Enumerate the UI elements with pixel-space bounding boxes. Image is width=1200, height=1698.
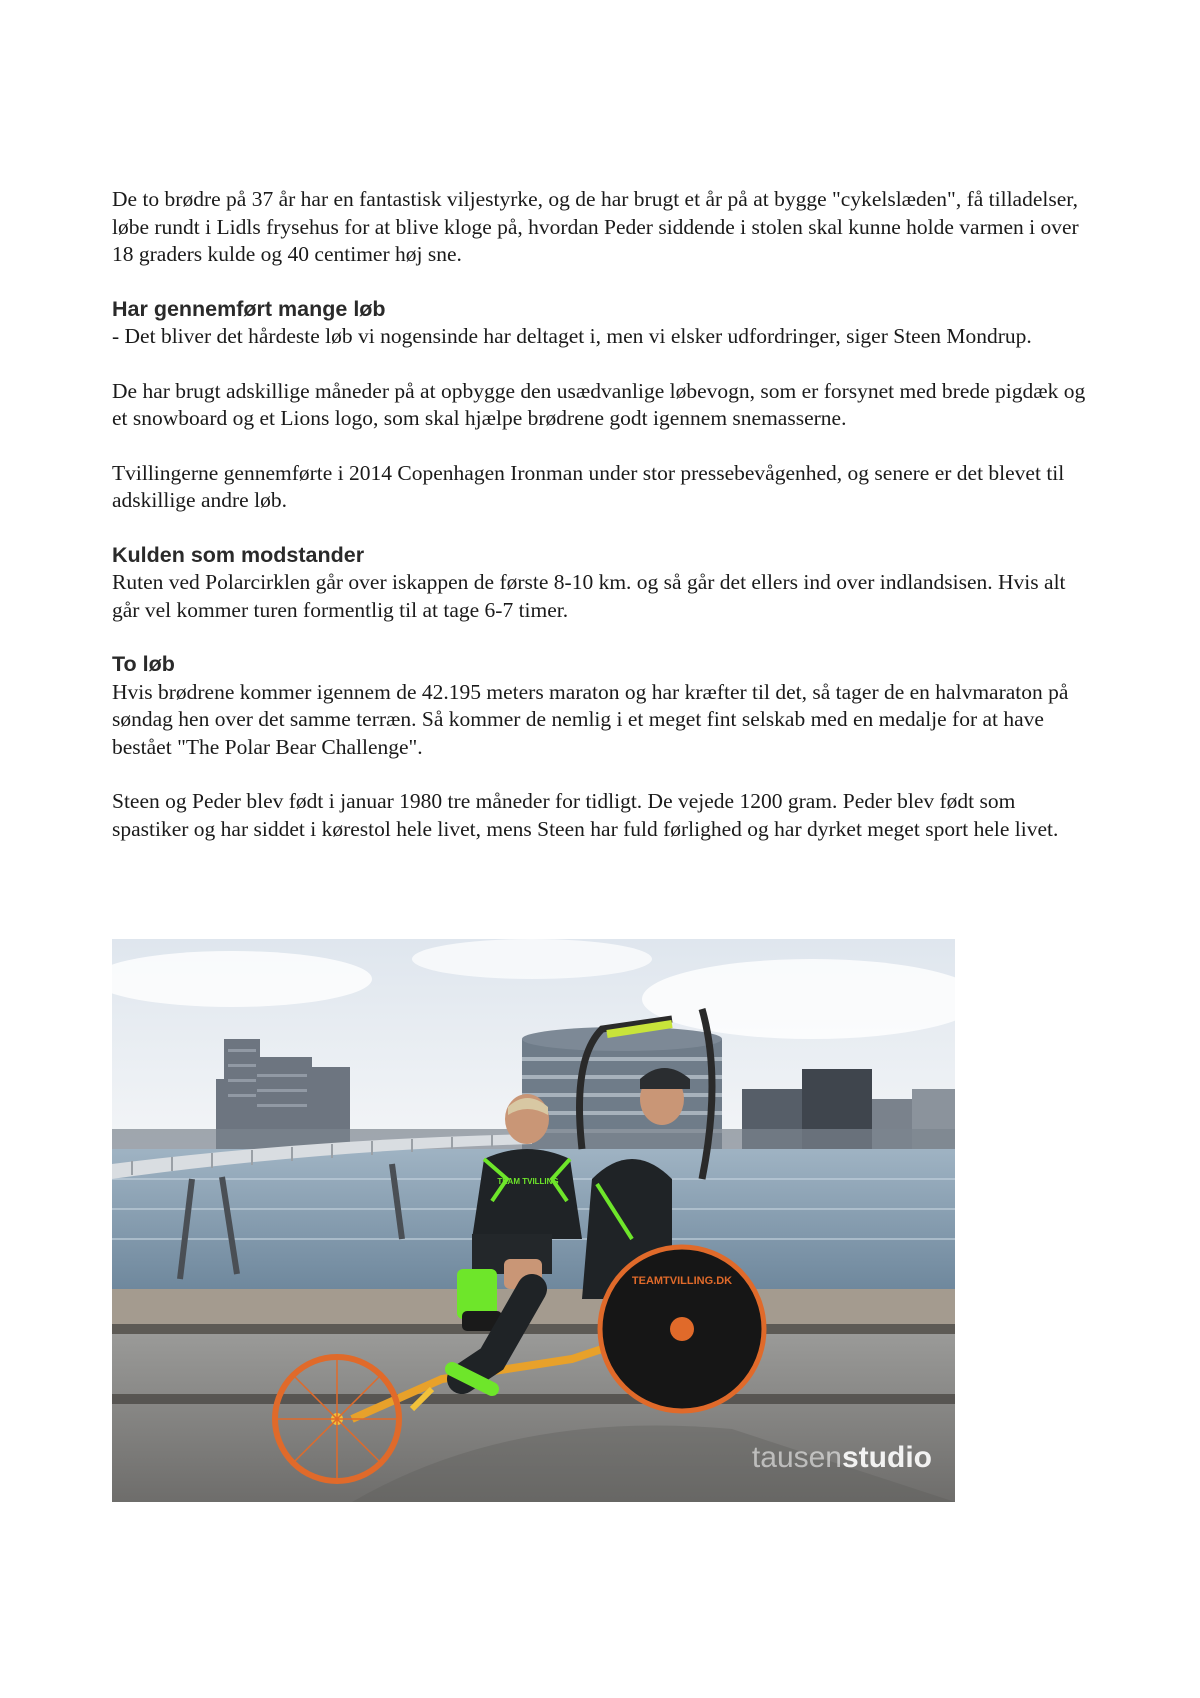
heading-two-races: To løb [112, 652, 175, 676]
heading-cold: Kulden som modstander [112, 542, 365, 567]
watermark-light: tausen [751, 1441, 842, 1474]
paragraph-half-marathon: Hvis brødrene kommer igennem de 42.195 meters maraton og har kræfter til det, så tager de en halvmaraton på søndag hen over det samme terræn. Så kommer de nemlig i et meget fint selskab med en medalje for at have bestået "The Polar Bear Challenge". [112, 679, 1069, 759]
article-photo [112, 939, 955, 1502]
article-text [112, 186, 1088, 843]
paragraph-vehicle: De har brugt adskillige måneder på at opbygge den usædvanlige løbevogn, som er forsynet med brede pigdæk og et snowboard og et Lions logo, som skal hjælpe brødrene godt igennem snemasserne. [112, 378, 1086, 430]
paragraph-quote: - Det bliver det hårdeste løb vi nogensinde har deltaget i, men vi elsker udfordringer, siger Steen Mondrup. [112, 324, 1032, 348]
wheel-text: TEAMTVILLING.DK [631, 1275, 733, 1287]
paragraph-ironman: Tvillingerne gennemførte i 2014 Copenhagen Ironman under stor pressebevågenhed, og senere er det blevet til adskillige andre løb. [112, 460, 1065, 512]
shirt-text: TEAM TVILLING [497, 1177, 559, 1186]
watermark-bold: studio [842, 1441, 932, 1474]
heading-many-races: Har gennemført mange løb [112, 296, 386, 321]
watermark [752, 1441, 932, 1474]
paragraph-intro: De to brødre på 37 år har en fantastisk viljestyrke, og de har brugt et år på at bygge "cykelslæden", få tilladelser, løbe rundt i Lidls frysehus for at blive kloge på, hvordan Peder siddende i stolen skal kunne holde varmen i over 18 graders kulde og 40 centimer høj sne. [112, 187, 1079, 266]
paragraph-route: Ruten ved Polarcirklen går over iskappen de første 8-10 km. og så går det ellers ind over indlandsisen. Hvis alt går vel kommer turen formentlig til at tage 6-7 timer. [112, 570, 1066, 622]
paragraph-birth: Steen og Peder blev født i januar 1980 tre måneder for tidligt. De vejede 1200 gram. Peder blev født som spastiker og har siddet i kørestol hele livet, mens Steen har fuld førlighed og har dyrket meget sport hele livet. [112, 789, 1059, 841]
photo-illustration [112, 939, 955, 1502]
